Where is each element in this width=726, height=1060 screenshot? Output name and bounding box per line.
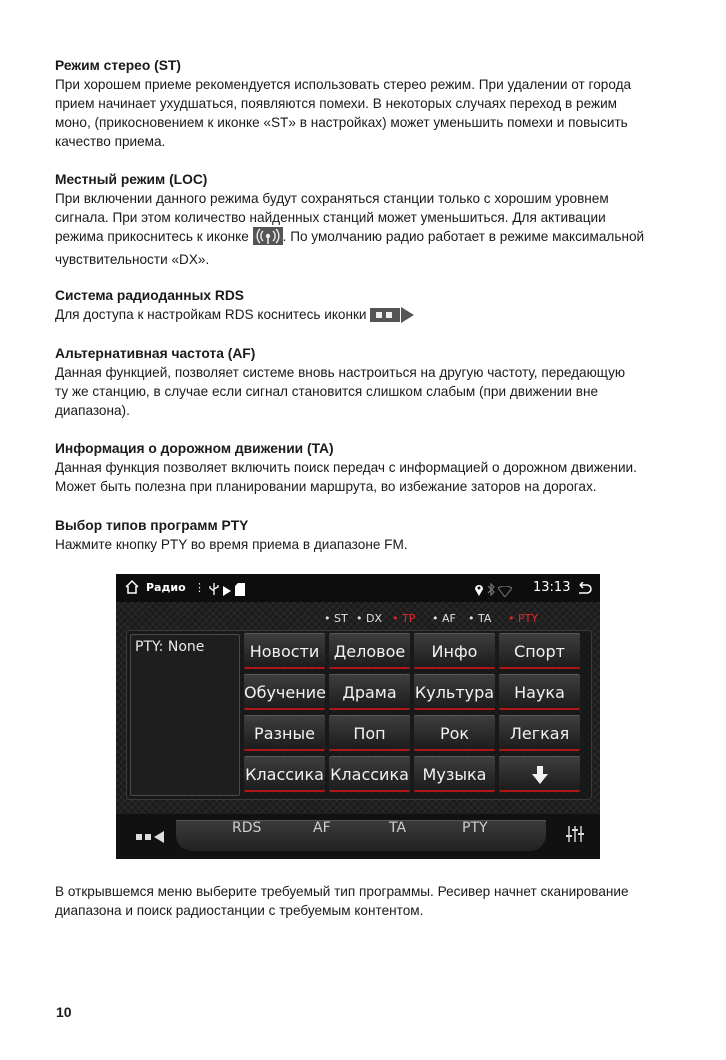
genre-button[interactable]: Классика (244, 756, 325, 792)
section-local (55, 170, 695, 269)
equalizer-icon[interactable] (566, 826, 584, 846)
section-title: Местный режим (LOC) (55, 172, 208, 187)
genre-button[interactable]: Классика (329, 756, 410, 792)
genre-button[interactable]: Драма (329, 674, 410, 710)
text-line: Может быть полезна при планировании маршрута, во избежание заторов на дорогах. (55, 479, 597, 494)
text-line: моно, (прикосновением к иконке «ST» в настройках) может уменьшить помехи и повысить (55, 115, 628, 130)
menu-dots-icon[interactable]: ⋮ (194, 581, 205, 594)
closing-paragraph (55, 882, 695, 920)
flag-ta: • TA (468, 612, 492, 625)
text-line: В открывшемся меню выберите требуемый тип программы. Ресивер начнет сканирование (55, 884, 629, 899)
section-title: Режим стерео (ST) (55, 58, 181, 73)
genre-button[interactable]: Новости (244, 633, 325, 669)
section-pty (55, 516, 695, 554)
location-icon (474, 581, 484, 600)
status-bar (116, 574, 600, 602)
status-flags (116, 612, 600, 626)
genre-button[interactable]: Музыка (414, 756, 495, 792)
loc-antenna-icon (253, 227, 283, 250)
text-line: ту же станцию, в случае если сигнал становится слишком слабым (при движении вне (55, 384, 599, 399)
play-status-icon (222, 582, 232, 601)
prev-page-icon[interactable] (136, 828, 166, 847)
text-fragment: режима прикоснитесь к иконке (55, 229, 249, 244)
app-title: Радио (146, 581, 186, 594)
text-line: диапазона). (55, 403, 130, 418)
text-line: прием начинает ухудшаться, появляются помехи. В некоторых случаях переход в режим (55, 96, 618, 111)
genre-button[interactable]: Обучение (244, 674, 325, 710)
clock: 13:13 (533, 580, 571, 595)
text-line: сигнала. При этом количество найденных станций может уменьшиться. Для активации (55, 210, 606, 225)
bottom-bar (116, 814, 600, 859)
text-fragment: Для доступа к настройкам RDS коснитесь иконки (55, 307, 367, 322)
section-af (55, 344, 695, 420)
usb-icon (208, 581, 220, 600)
section-title: Альтернативная частота (AF) (55, 346, 256, 361)
flag-dx: • DX (356, 612, 382, 625)
text-line: качество приема. (55, 134, 166, 149)
text-line (55, 305, 695, 328)
rds-arrow-icon (370, 307, 414, 328)
genre-button[interactable]: Наука (499, 674, 580, 710)
flag-st: • ST (324, 612, 348, 625)
scroll-down-button[interactable] (499, 756, 580, 792)
text-line: При хорошем приеме рекомендуется использовать стерео режим. При удалении от города (55, 77, 632, 92)
page-number: 10 (56, 1004, 72, 1020)
section-ta (55, 439, 695, 496)
section-stereo (55, 56, 695, 151)
pty-current-label: PTY: None (135, 639, 205, 655)
home-icon[interactable] (124, 579, 140, 599)
text-line (55, 227, 695, 250)
flag-af: • AF (432, 612, 456, 625)
back-icon[interactable] (576, 581, 592, 600)
section-rds (55, 286, 695, 328)
section-title: Система радиоданных RDS (55, 288, 244, 303)
tab-rds[interactable]: RDS (232, 820, 262, 836)
tab-pty[interactable]: PTY (462, 820, 488, 836)
arrow-down-icon (532, 765, 548, 784)
genre-button[interactable]: Рок (414, 715, 495, 751)
genre-button[interactable]: Разные (244, 715, 325, 751)
radio-screenshot (116, 574, 600, 859)
text-line: При включении данного режима будут сохраняться станции только с хорошим уровнем (55, 191, 609, 206)
text-line: чувствительности «DX». (55, 252, 210, 267)
genre-button[interactable]: Инфо (414, 633, 495, 669)
genre-button[interactable]: Культура (414, 674, 495, 710)
text-line: диапазона и поиск радиостанции с требуемым контентом. (55, 903, 424, 918)
wifi-icon (498, 582, 512, 601)
section-title: Информация о дорожном движении (TA) (55, 441, 334, 456)
text-line: Нажмите кнопку PTY во время приема в диапазоне FM. (55, 537, 408, 552)
sd-card-icon (235, 581, 245, 600)
genre-button[interactable]: Поп (329, 715, 410, 751)
text-fragment: . По умолчанию радио работает в режиме максимальной (282, 229, 645, 244)
genre-button[interactable]: Легкая (499, 715, 580, 751)
tab-af[interactable]: AF (313, 820, 331, 836)
genre-button[interactable]: Деловое (329, 633, 410, 669)
pty-current-display (130, 634, 240, 796)
bluetooth-icon (487, 581, 495, 600)
tab-ta[interactable]: TA (389, 820, 407, 836)
text-line: Данная функцией, позволяет системе вновь настроиться на другую частоту, передающую (55, 365, 626, 380)
text-line: Данная функция позволяет включить поиск передач с информацией о дорожном движении. (55, 460, 637, 475)
flag-pty: • PTY (508, 612, 539, 625)
genre-button[interactable]: Спорт (499, 633, 580, 669)
flag-tp: • TP (392, 612, 416, 625)
section-title: Выбор типов программ PTY (55, 518, 249, 533)
